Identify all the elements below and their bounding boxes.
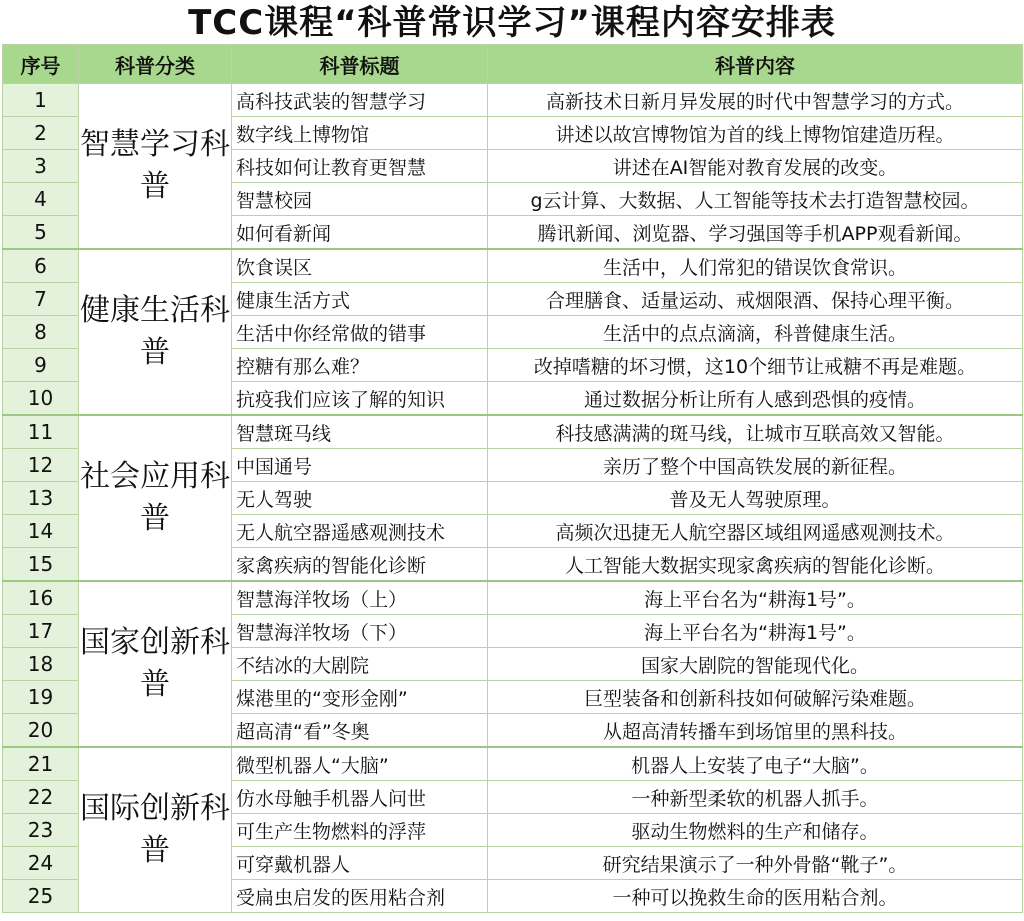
content-cell: 高频次迅捷无人航空器区域组网遥感观测技术。 bbox=[488, 515, 1023, 548]
topic-cell: 无人驾驶 bbox=[232, 482, 488, 515]
row-number: 13 bbox=[3, 482, 79, 515]
topic-cell: 无人航空器遥感观测技术 bbox=[232, 515, 488, 548]
content-cell: 高新技术日新月异发展的时代中智慧学习的方式。 bbox=[488, 84, 1023, 117]
category-cell: 社会应用科普 bbox=[79, 415, 232, 581]
topic-cell: 家禽疾病的智能化诊断 bbox=[232, 548, 488, 582]
content-cell: 科技感满满的斑马线，让城市互联高效又智能。 bbox=[488, 415, 1023, 449]
row-number: 20 bbox=[3, 714, 79, 748]
content-cell: 讲述以故宫博物馆为首的线上博物馆建造历程。 bbox=[488, 117, 1023, 150]
topic-cell: 健康生活方式 bbox=[232, 283, 488, 316]
content-cell: 生活中的点点滴滴，科普健康生活。 bbox=[488, 316, 1023, 349]
content-cell: 改掉嗜糖的坏习惯，这10个细节让戒糖不再是难题。 bbox=[488, 349, 1023, 382]
topic-cell: 可生产生物燃料的浮萍 bbox=[232, 814, 488, 847]
category-cell: 国家创新科普 bbox=[79, 581, 232, 747]
topic-cell: 不结冰的大剧院 bbox=[232, 648, 488, 681]
row-number: 11 bbox=[3, 415, 79, 449]
table-row bbox=[3, 747, 1023, 781]
row-number: 22 bbox=[3, 781, 79, 814]
content-cell: 讲述在AI智能对教育发展的改变。 bbox=[488, 150, 1023, 183]
row-number: 12 bbox=[3, 449, 79, 482]
category-cell: 健康生活科普 bbox=[79, 249, 232, 415]
topic-cell: 控糖有那么难？ bbox=[232, 349, 488, 382]
content-cell: 合理膳食、适量运动、戒烟限酒、保持心理平衡。 bbox=[488, 283, 1023, 316]
topic-cell: 抗疫我们应该了解的知识 bbox=[232, 382, 488, 416]
content-cell: 一种可以挽救生命的医用粘合剂。 bbox=[488, 880, 1023, 913]
row-number: 25 bbox=[3, 880, 79, 913]
topic-cell: 仿水母触手机器人问世 bbox=[232, 781, 488, 814]
row-number: 1 bbox=[3, 84, 79, 117]
content-cell: 海上平台名为“耕海1号”。 bbox=[488, 615, 1023, 648]
content-cell: 通过数据分析让所有人感到恐惧的疫情。 bbox=[488, 382, 1023, 416]
row-number: 15 bbox=[3, 548, 79, 582]
topic-cell: 科技如何让教育更智慧 bbox=[232, 150, 488, 183]
row-number: 18 bbox=[3, 648, 79, 681]
header-topic: 科普标题 bbox=[232, 45, 488, 84]
content-cell: 亲历了整个中国高铁发展的新征程。 bbox=[488, 449, 1023, 482]
topic-cell: 数字线上博物馆 bbox=[232, 117, 488, 150]
row-number: 10 bbox=[3, 382, 79, 416]
content-cell: 巨型装备和创新科技如何破解污染难题。 bbox=[488, 681, 1023, 714]
row-number: 8 bbox=[3, 316, 79, 349]
topic-cell: 如何看新闻 bbox=[232, 216, 488, 250]
topic-cell: 可穿戴机器人 bbox=[232, 847, 488, 880]
row-number: 6 bbox=[3, 249, 79, 283]
table-header-row bbox=[3, 45, 1023, 84]
row-number: 7 bbox=[3, 283, 79, 316]
header-category: 科普分类 bbox=[79, 45, 232, 84]
content-cell: 生活中，人们常犯的错误饮食常识。 bbox=[488, 249, 1023, 283]
table-row bbox=[3, 84, 1023, 117]
table-row bbox=[3, 249, 1023, 283]
content-cell: 人工智能大数据实现家禽疾病的智能化诊断。 bbox=[488, 548, 1023, 582]
content-cell: 从超高清转播车到场馆里的黑科技。 bbox=[488, 714, 1023, 748]
header-number: 序号 bbox=[3, 45, 79, 84]
row-number: 4 bbox=[3, 183, 79, 216]
topic-cell: 智慧海洋牧场（下） bbox=[232, 615, 488, 648]
course-schedule-table bbox=[2, 44, 1023, 913]
topic-cell: 智慧校园 bbox=[232, 183, 488, 216]
content-cell: 一种新型柔软的机器人抓手。 bbox=[488, 781, 1023, 814]
topic-cell: 煤港里的“变形金刚” bbox=[232, 681, 488, 714]
category-cell: 国际创新科普 bbox=[79, 747, 232, 913]
topic-cell: 智慧海洋牧场（上） bbox=[232, 581, 488, 615]
row-number: 2 bbox=[3, 117, 79, 150]
content-cell: 研究结果演示了一种外骨骼“靴子”。 bbox=[488, 847, 1023, 880]
page-title: TCC课程“科普常识学习”课程内容安排表 bbox=[188, 3, 836, 43]
topic-cell: 微型机器人“大脑” bbox=[232, 747, 488, 781]
row-number: 19 bbox=[3, 681, 79, 714]
topic-cell: 超高清“看”冬奥 bbox=[232, 714, 488, 748]
topic-cell: 智慧斑马线 bbox=[232, 415, 488, 449]
row-number: 14 bbox=[3, 515, 79, 548]
topic-cell: 饮食误区 bbox=[232, 249, 488, 283]
table-row bbox=[3, 415, 1023, 449]
topic-cell: 生活中你经常做的错事 bbox=[232, 316, 488, 349]
content-cell: 机器人上安装了电子“大脑”。 bbox=[488, 747, 1023, 781]
row-number: 9 bbox=[3, 349, 79, 382]
content-cell: 腾讯新闻、浏览器、学习强国等手机APP观看新闻。 bbox=[488, 216, 1023, 250]
category-cell: 智慧学习科普 bbox=[79, 84, 232, 250]
row-number: 5 bbox=[3, 216, 79, 250]
table-row bbox=[3, 581, 1023, 615]
row-number: 16 bbox=[3, 581, 79, 615]
row-number: 3 bbox=[3, 150, 79, 183]
table-body bbox=[3, 84, 1023, 913]
row-number: 21 bbox=[3, 747, 79, 781]
row-number: 23 bbox=[3, 814, 79, 847]
content-cell: 普及无人驾驶原理。 bbox=[488, 482, 1023, 515]
row-number: 24 bbox=[3, 847, 79, 880]
topic-cell: 中国通号 bbox=[232, 449, 488, 482]
content-cell: g云计算、大数据、人工智能等技术去打造智慧校园。 bbox=[488, 183, 1023, 216]
topic-cell: 高科技武装的智慧学习 bbox=[232, 84, 488, 117]
header-content: 科普内容 bbox=[488, 45, 1023, 84]
content-cell: 驱动生物燃料的生产和储存。 bbox=[488, 814, 1023, 847]
content-cell: 海上平台名为“耕海1号”。 bbox=[488, 581, 1023, 615]
topic-cell: 受扁虫启发的医用粘合剂 bbox=[232, 880, 488, 913]
row-number: 17 bbox=[3, 615, 79, 648]
content-cell: 国家大剧院的智能现代化。 bbox=[488, 648, 1023, 681]
